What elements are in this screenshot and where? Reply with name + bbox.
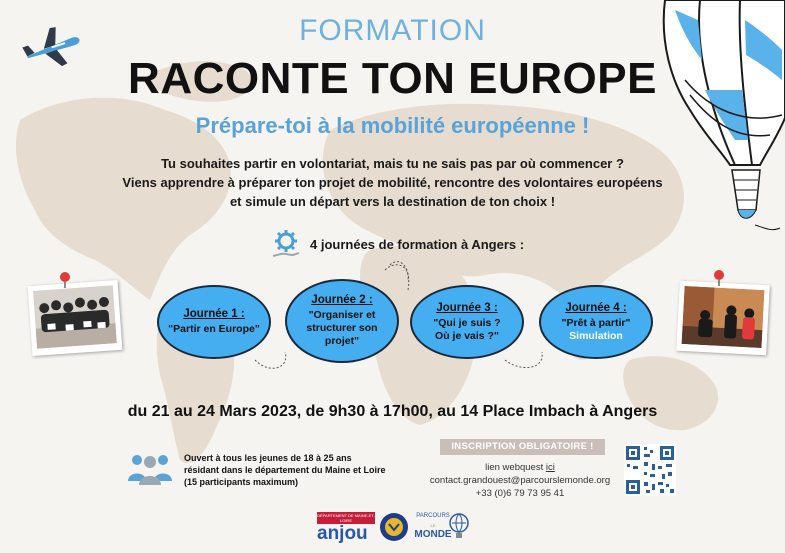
journee-4-title: Journée 4 : — [565, 301, 627, 314]
journee-1-title: Journée 1 : — [183, 308, 245, 320]
intro-line-2: Viens apprendre à préparer ton projet de mobilité, rencontre des volontaires européens — [122, 175, 663, 190]
journee-3-line-1: "Qui je suis ? — [433, 316, 501, 329]
journee-3-line-2: Où je vais ?" — [435, 329, 499, 342]
audience-line-1: Ouvert à tous les jeunes de 18 à 25 ans — [184, 453, 352, 463]
audience-line-3: (15 participants maximum) — [184, 477, 299, 487]
parcours-main-text: MONDE — [414, 529, 452, 540]
contact-block — [420, 461, 620, 500]
journee-3-title: Journée 3 : — [436, 301, 498, 314]
group-photo-right — [676, 281, 770, 356]
intro-line-3: et simule un départ vers la destination de ton choix ! — [229, 194, 556, 209]
inscription-badge: INSCRIPTION OBLIGATOIRE ! — [440, 439, 605, 455]
page-title: RACONTE TON EUROPE — [128, 54, 657, 103]
contact-phone: +33 (0)6 79 73 95 41 — [475, 488, 565, 499]
contact-email[interactable]: contact.grandouest@parcourslemonde.org — [429, 475, 611, 486]
lions-club-logo — [379, 512, 409, 542]
anjou-logo-small-text: DÉPARTEMENT DE MAINE-ET-LOIRE — [317, 513, 375, 523]
people-icon — [125, 451, 175, 485]
pin-icon-left — [58, 272, 72, 288]
parcours-top-text: PARCOURS — [416, 513, 450, 519]
webquest-link[interactable]: ici — [545, 462, 555, 473]
intro-line-1: Tu souhaites partir en volontariat, mais tu ne sais pas par où commencer ? — [161, 156, 624, 171]
journee-2-title: Journée 2 : — [311, 294, 373, 306]
journee-4-line-2: Simulation — [569, 329, 623, 342]
webquest-line — [420, 461, 620, 474]
qr-code[interactable] — [624, 444, 676, 496]
event-dates: du 21 au 24 Mars 2023, de 9h30 à 17h00, au 14 Place Imbach à Angers — [127, 403, 658, 420]
subtitle: Prépare-toi à la mobilité européenne ! — [195, 113, 590, 138]
journee-2-line-2: structurer son — [306, 322, 378, 334]
group-photo-right-image — [682, 286, 765, 348]
pin-icon-right — [712, 270, 726, 286]
journee-1-line-1: "Partir en Europe" — [168, 323, 260, 335]
anjou-logo-text: anjou — [317, 523, 368, 544]
lightbulb-globe-logo — [448, 512, 470, 540]
journee-4-line-1: "Prêt à partir" — [561, 316, 631, 329]
gear-hand-icon — [271, 229, 301, 259]
group-photo-image — [33, 285, 117, 348]
formation-label: FORMATION — [299, 14, 486, 47]
journee-1-bubble — [157, 285, 271, 359]
journee-3-bubble — [410, 285, 524, 359]
journee-2-line-3: projet" — [324, 335, 360, 347]
intro-paragraph — [0, 154, 785, 211]
journee-2-bubble — [285, 279, 399, 363]
audience-line-2: résidant dans le département du Maine et Loire — [184, 465, 386, 475]
days-header: 4 journées de formation à Angers : — [310, 237, 525, 252]
parcours-small-text: LE — [430, 523, 436, 528]
anjou-logo — [317, 512, 375, 544]
journee-2-line-1: "Organiser et — [308, 309, 376, 321]
audience-text — [184, 452, 414, 488]
journee-4-bubble — [539, 285, 653, 359]
webquest-prefix: lien webquest — [485, 462, 544, 473]
group-photo-left — [28, 280, 123, 356]
